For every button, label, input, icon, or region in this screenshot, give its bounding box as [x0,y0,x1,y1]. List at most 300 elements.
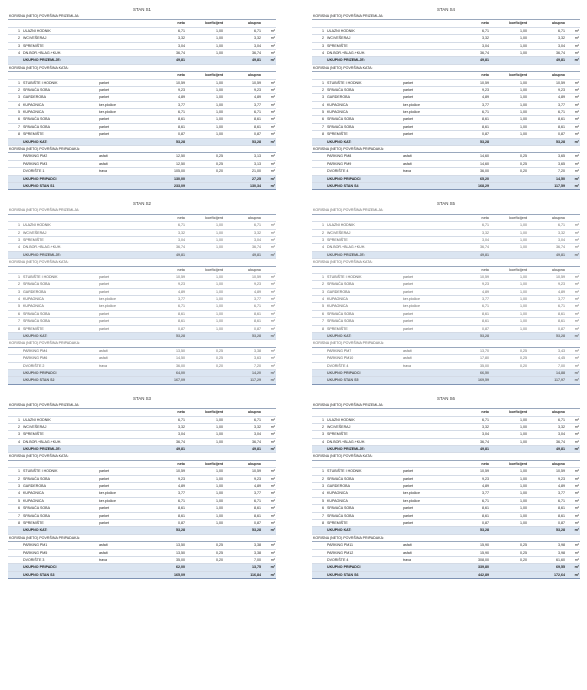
ukupno-value: 10,59 [556,80,565,85]
neto-value: 35,00 [176,557,185,562]
ukupno-value: 3,32 [254,424,261,429]
row-number: 3 [18,289,20,294]
material: trava [99,557,107,562]
neto-value: 10,59 [480,80,489,85]
koef-value: 0,20 [520,363,527,368]
unit: m² [270,117,275,122]
material: parket [403,124,413,129]
material: parket [99,117,109,122]
material: parket [403,513,413,518]
row-number: 4 [18,102,20,107]
ukupno-value: 4,89 [254,484,261,489]
row-number: 1 [18,274,20,279]
table-row [8,289,276,296]
section-label-floor [312,65,580,72]
table-row [312,355,580,362]
row-number: 6 [18,117,20,122]
neto-value: 6,71 [178,304,185,309]
ukupno-value: 4,89 [558,484,565,489]
material: parket [403,476,413,481]
material: parket [99,484,109,489]
koef-value: 0,25 [520,154,527,159]
row-number: 8 [322,132,324,137]
table-row [8,161,276,168]
room-name: KUPAONICA [23,297,44,302]
unit: m² [574,521,579,525]
table-row [312,439,580,446]
unit: m² [270,80,275,85]
neto-value: 12,50 [176,154,185,159]
koef-value: 1,00 [520,245,527,250]
table-row [8,542,276,549]
unit: m² [574,439,579,444]
row-number: 4 [322,102,324,107]
neto-value: 36,74 [480,50,489,55]
material: parket [99,469,109,474]
room-name: DN.BOR.+BLAG.+KUH. [23,439,62,444]
koef-value: 0,25 [520,543,527,548]
neto-value: 0,87 [482,326,489,331]
material: asfalt [99,154,108,159]
room-name: DN.BOR.+BLAG.+KUH. [23,50,62,55]
table-row [312,35,580,42]
section-label-extras [312,340,580,347]
unit: m² [574,356,579,361]
material: parket [403,132,413,137]
ukupno-value: 3,13 [254,154,261,159]
material: parket [403,117,413,122]
ukupno-value: 3,77 [558,491,565,496]
ukupno-value: 4,89 [254,95,261,100]
koef-value: 1,00 [520,326,527,331]
table-row [8,244,276,251]
row-number: 5 [322,110,324,115]
table-row [312,124,580,131]
room-name: GARDEROBA [23,289,46,294]
koef-value: 1,00 [520,417,527,422]
section-label: KORISNA (NETO) POVRŠINA PRIZEMLJA: [313,208,384,213]
row-number: 1 [18,28,20,33]
table-row [312,498,580,505]
room-name: SPAVAĆA SOBA [23,513,50,518]
ukupno-value: 8,61 [254,117,261,122]
section-label-ground [312,207,580,214]
row-number: 8 [18,521,20,525]
ukupno-value: 4,89 [558,289,565,294]
table-row [8,43,276,50]
unit: m² [574,304,579,309]
neto-value: 3,77 [178,297,185,302]
grand-total-row [312,572,580,579]
koef-value: 1,00 [216,87,223,92]
koef-value: 1,00 [216,80,223,85]
subtotal-ukupno: 53,28 [252,334,261,339]
unit: m² [574,513,579,518]
koef-value: 1,00 [216,506,223,511]
ukupno-value: 8,61 [558,513,565,518]
subtotal-ukupno: 49,81 [556,252,565,257]
koef-value: 1,00 [216,28,223,33]
row-number: 3 [322,95,324,100]
table-row [312,109,580,116]
grand-total-label: UKUPNO STAN S1 [23,183,55,188]
subtotal-label: UKUPNO KAT: [23,334,48,339]
koef-value: 1,00 [520,50,527,55]
subtotal-floor [312,139,580,146]
koef-value: 1,00 [520,439,527,444]
table-row [8,520,276,527]
header-koeficijent: koeficijent [509,461,527,466]
header-ukupno: ukupno [552,215,565,220]
material: ker.pločice [403,297,420,302]
table-row [312,311,580,318]
neto-value: 3,32 [482,230,489,235]
item-name: PARKING PM3 [23,161,48,166]
neto-value: 3,32 [482,36,489,41]
table-row [312,417,580,424]
ukupno-value: 10,59 [252,469,261,474]
ukupno-value: 6,71 [254,223,261,228]
unit: m² [574,117,579,122]
header-koeficijent: koeficijent [509,267,527,272]
neto-value: 3,04 [482,432,489,437]
header-neto: neto [177,267,185,272]
table-row [312,50,580,57]
grand-total-row [8,183,276,190]
room-name: GARDEROBA [327,289,350,294]
koef-value: 1,00 [216,274,223,279]
room-name: SPAVAĆA SOBA [327,319,354,324]
header-koeficijent: koeficijent [205,21,223,26]
ukupno-value: 6,71 [254,498,261,503]
table-row [312,289,580,296]
ukupno-value: 6,71 [558,304,565,309]
material: trava [403,557,411,562]
neto-value: 15,90 [480,550,489,555]
section-label: KORISNA (NETO) POVRŠINA PRIZEMLJA: [9,14,80,18]
koef-value: 1,00 [216,117,223,122]
unit: m² [270,139,275,144]
unit: m² [574,370,579,375]
material: ker.pločice [403,498,420,503]
unit: m² [270,252,275,257]
ukupno-value: 6,71 [254,28,261,33]
section-label-ground [8,402,276,409]
material: parket [403,311,413,316]
unit: m² [270,439,275,444]
koef-value: 1,00 [216,319,223,324]
ukupno-value: 6,71 [558,28,565,33]
row-number: 4 [18,491,20,496]
column-header-row [312,215,580,222]
ukupno-value: 7,00 [558,363,565,368]
neto-value: 8,61 [482,319,489,324]
unit: m² [270,50,275,55]
grand-total-neto: 169,59 [478,378,489,383]
row-number: 2 [18,230,20,235]
room-name: SPREMIŠTE [23,521,44,525]
subtotal-neto: 53,28 [480,139,489,144]
koef-value: 1,00 [520,498,527,503]
room-name: SPREMIŠTE [23,43,44,48]
grand-total-neto: 167,09 [174,378,185,383]
row-number: 2 [322,424,324,429]
table-row [8,296,276,303]
subtotal-ukupno: 13,75 [252,565,261,570]
row-number: 2 [322,476,324,481]
ukupno-value: 36,74 [556,50,565,55]
koef-value: 1,00 [216,476,223,481]
ukupno-value: 3,04 [558,432,565,437]
koef-value: 1,00 [216,223,223,228]
neto-value: 13,70 [480,348,489,353]
koef-value: 1,00 [216,484,223,489]
row-number: 2 [18,87,20,92]
subtotal-ukupno: 27,25 [252,176,261,181]
unit: m² [574,424,579,429]
unit: m² [574,237,579,242]
apartment-table [8,396,276,579]
table-row [312,43,580,50]
table-row [8,230,276,237]
room-name: SPAVAĆA SOBA [23,124,50,129]
room-name: SPAVAĆA SOBA [23,476,50,481]
unit: m² [270,102,275,107]
koef-value: 1,00 [216,513,223,518]
room-name: KUPAONICA [327,110,348,115]
neto-value: 6,71 [178,223,185,228]
subtotal-neto: 62,00 [176,565,185,570]
table-row [312,244,580,251]
room-name: WC/VEŠERAJ [23,230,47,235]
koef-value: 0,25 [216,356,223,361]
neto-value: 8,61 [178,117,185,122]
material: parket [99,87,109,92]
koef-value: 1,00 [216,469,223,474]
table-row [312,550,580,557]
ukupno-value: 9,23 [558,282,565,287]
section-label: KORISNA (NETO) POVRŠINA KATA: [313,454,373,459]
material: parket [403,326,413,331]
table-row [312,168,580,175]
room-name: SPAVAĆA SOBA [327,124,354,129]
neto-value: 8,61 [482,506,489,511]
ukupno-value: 3,77 [254,297,261,302]
ukupno-value: 4,89 [558,95,565,100]
material: ker.pločice [99,110,116,115]
koef-value: 1,00 [216,311,223,316]
apartment-table [312,201,580,384]
koef-value: 1,00 [520,87,527,92]
koef-value: 1,00 [520,80,527,85]
room-name: SPAVAĆA SOBA [23,87,50,92]
room-name: STUBIŠTE I HODNIK [23,80,58,85]
section-label: KORISNA (NETO) POVRŠINA KATA: [9,454,69,459]
material: ker.pločice [403,491,420,496]
koef-value: 1,00 [216,110,223,115]
subtotal-neto: 49,81 [480,58,489,63]
material: parket [403,319,413,324]
row-number: 7 [18,513,20,518]
unit: m² [574,557,579,562]
neto-value: 13,50 [176,543,185,548]
subtotal-label: UKUPNO PRIZEMLJE: [327,447,365,452]
koef-value: 0,20 [216,557,223,562]
ukupno-value: 3,43 [558,348,565,353]
grand-total-ukupno: 130,34 [250,183,261,188]
neto-value: 36,74 [176,439,185,444]
koef-value: 1,00 [520,476,527,481]
ukupno-value: 0,87 [558,132,565,137]
subtotal-ukupno: 49,81 [252,252,261,257]
row-number: 5 [18,498,20,503]
ukupno-value: 8,61 [254,311,261,316]
subtotal-extras [8,370,276,377]
subtotal-floor [312,527,580,534]
material: ker.pločice [99,102,116,107]
table-row [312,237,580,244]
neto-value: 8,61 [178,319,185,324]
room-name: SPAVAĆA SOBA [327,506,354,511]
unit: m² [270,513,275,518]
unit: m² [574,176,579,181]
row-number: 8 [322,521,324,525]
column-header-row [8,72,276,79]
room-name: KUPAONICA [327,498,348,503]
table-row [312,520,580,527]
unit: m² [270,476,275,481]
material: asfalt [99,543,108,548]
table-row [312,424,580,431]
ukupno-value: 4,45 [558,356,565,361]
row-number: 2 [322,230,324,235]
ukupno-value: 3,04 [254,237,261,242]
room-name: DN.BOR.+BLAG.+KUH. [23,245,62,250]
section-label-floor [312,453,580,460]
neto-value: 308,00 [478,557,489,562]
row-number: 4 [322,439,324,444]
table-row [312,431,580,438]
subtotal-ukupno: 14,88 [556,370,565,375]
ukupno-value: 6,71 [254,417,261,422]
table-row [312,326,580,333]
section-label: KORISNA (NETO) POVRŠINA PRIPADAKA: [313,341,384,346]
koef-value: 0,25 [216,161,223,166]
table-row [8,439,276,446]
material: parket [99,124,109,129]
table-row [312,274,580,281]
neto-value: 35,00 [480,363,489,368]
ukupno-value: 3,04 [254,43,261,48]
koef-value: 1,00 [216,36,223,41]
header-neto: neto [177,21,185,26]
unit: m² [574,491,579,496]
subtotal-label: UKUPNO PRIPADCI [23,370,57,375]
neto-value: 3,77 [178,102,185,107]
ukupno-value: 8,61 [558,319,565,324]
row-number: 3 [322,43,324,48]
row-number: 8 [322,326,324,331]
subtotal-ukupno: 49,81 [556,447,565,452]
material: parket [403,274,413,279]
neto-value: 3,04 [482,237,489,242]
section-label: KORISNA (NETO) POVRŠINA PRIPADAKA: [9,341,80,346]
row-number: 7 [18,319,20,324]
unit: m² [574,87,579,92]
table-row [8,116,276,123]
item-name: PARKING PM5 [23,550,48,555]
unit: m² [270,110,275,115]
room-name: SPAVAĆA SOBA [327,476,354,481]
neto-value: 3,77 [482,297,489,302]
ukupno-value: 3,98 [558,550,565,555]
neto-value: 6,71 [482,28,489,33]
room-name: WC/VEŠERAJ [23,424,47,429]
row-number: 6 [18,506,20,511]
koef-value: 1,00 [520,223,527,228]
material: parket [403,506,413,511]
neto-value: 9,23 [482,476,489,481]
ukupno-value: 9,23 [254,282,261,287]
material: parket [99,274,109,279]
koef-value: 1,00 [520,95,527,100]
neto-value: 6,71 [482,498,489,503]
unit: m² [270,378,275,383]
section-label-extras [8,535,276,542]
table-row [8,513,276,520]
room-name: SPREMIŠTE [327,132,348,137]
koef-value: 1,00 [520,289,527,294]
material: parket [403,95,413,100]
neto-value: 15,90 [480,543,489,548]
koef-value: 0,25 [216,348,223,353]
item-name: PARKING PM1 [23,543,48,548]
header-neto: neto [481,267,489,272]
room-name: STUBIŠTE I HODNIK [327,274,362,279]
material: asfalt [403,161,412,166]
room-name: SPREMIŠTE [23,432,44,437]
unit: m² [574,348,579,353]
ukupno-value: 7,20 [254,363,261,368]
neto-value: 4,89 [178,95,185,100]
row-number: 1 [322,417,324,422]
table-row [8,50,276,57]
unit: m² [270,183,275,188]
row-number: 6 [322,117,324,122]
grand-total-label: UKUPNO STAN S6 [327,572,359,577]
ukupno-value: 3,77 [254,102,261,107]
ukupno-value: 0,87 [558,326,565,331]
neto-value: 3,04 [178,432,185,437]
table-row [8,355,276,362]
koef-value: 1,00 [520,432,527,437]
room-name: GARDEROBA [23,95,46,100]
header-koeficijent: koeficijent [205,410,223,415]
table-row [8,424,276,431]
material: trava [99,363,107,368]
subtotal-ground [312,252,580,259]
neto-value: 6,71 [178,110,185,115]
header-ukupno: ukupno [248,267,261,272]
unit: m² [270,506,275,511]
ukupno-value: 6,71 [558,110,565,115]
table-row [8,281,276,288]
table-row [312,102,580,109]
subtotal-ukupno: 49,81 [556,58,565,63]
row-number: 3 [18,484,20,489]
unit: m² [270,58,275,63]
row-number: 2 [18,282,20,287]
